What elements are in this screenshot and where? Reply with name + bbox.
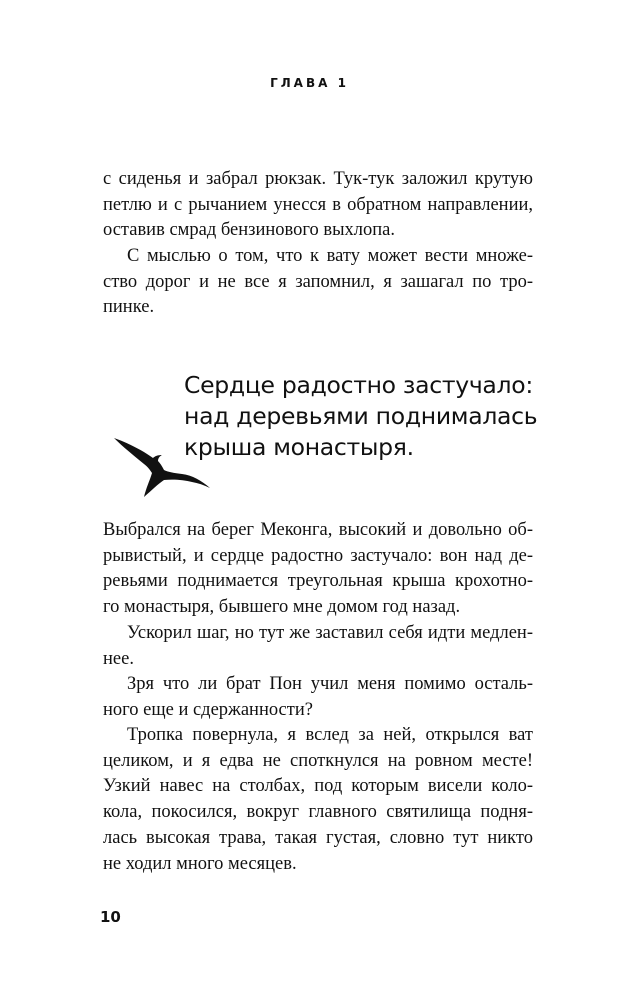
text-line: кола, покосился, вокруг главного святилища подня- bbox=[103, 802, 533, 823]
bird-icon bbox=[112, 436, 212, 498]
text-line: оставив смрад бензинового выхлопа. bbox=[103, 220, 395, 241]
text-line: ство дорог и не все я запомнил, я зашагал по тро- bbox=[103, 271, 533, 292]
text-line: рывистый, и сердце радостно застучало: вон над де- bbox=[103, 545, 533, 566]
text-line: пинке. bbox=[103, 297, 155, 318]
text-line: лась высокая трава, такая густая, словно тут никто bbox=[103, 827, 533, 848]
text-line: не ходил много месяцев. bbox=[103, 853, 297, 874]
text-line: с сиденья и забрал рюкзак. Тук-тук заложил крутую bbox=[103, 169, 533, 189]
paragraph bbox=[103, 518, 533, 621]
text-line: ного еще и сдержанности? bbox=[103, 699, 313, 720]
text-line: Ускорил шаг, но тут же заставил себя идти медлен- bbox=[127, 623, 533, 643]
pull-quote-line: над деревьями поднималась bbox=[184, 402, 538, 430]
text-line: целиком, и я едва не споткнулся на ровном месте! bbox=[103, 750, 533, 771]
text-line: С мыслью о том, что к вату может вести множе- bbox=[127, 246, 533, 266]
paragraph bbox=[103, 244, 533, 321]
chapter-header: ГЛАВА 1 bbox=[270, 76, 349, 90]
pull-quote-line: Сердце радостно застучало: bbox=[184, 371, 533, 399]
text-line: го монастыря, бывшего мне домом год назад. bbox=[103, 597, 461, 618]
pull-quote bbox=[184, 370, 544, 463]
page-number: 10 bbox=[100, 908, 121, 926]
text-line: Узкий навес на столбах, под которым висели коло- bbox=[103, 776, 533, 797]
paragraph bbox=[103, 621, 533, 672]
paragraph bbox=[103, 167, 533, 244]
paragraph bbox=[103, 672, 533, 723]
pull-quote-line: крыша монастыря. bbox=[184, 433, 414, 461]
text-line: нее. bbox=[103, 648, 134, 669]
text-line: Зря что ли брат Пон учил меня помимо осталь- bbox=[127, 674, 533, 694]
text-line: петлю и с рычанием унесся в обратном направлении, bbox=[103, 194, 533, 215]
text-line: Тропка повернула, я вслед за ней, открылся ват bbox=[127, 725, 533, 745]
text-line: Выбрался на берег Меконга, высокий и довольно об- bbox=[103, 520, 533, 540]
text-line: ревьями поднимается треугольная крыша крохотно- bbox=[103, 571, 533, 592]
paragraph bbox=[103, 723, 533, 877]
